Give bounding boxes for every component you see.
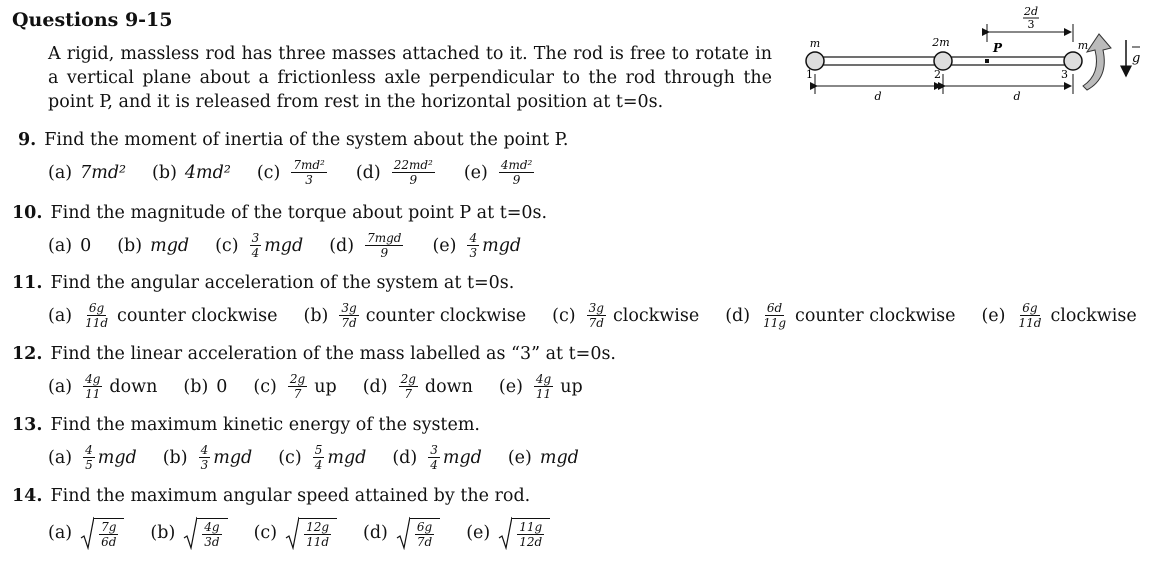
answer-options bbox=[48, 159, 563, 186]
option-value: 4md² bbox=[184, 162, 231, 183]
fraction-denominator: 7d bbox=[341, 316, 357, 330]
option-direction: clockwise bbox=[612, 305, 700, 326]
option-label: (a) bbox=[48, 376, 73, 397]
answer-option[interactable] bbox=[466, 516, 550, 550]
question-text: Find the moment of inertia of the system about the point P. bbox=[44, 130, 569, 150]
fraction-numerator: 3 bbox=[430, 443, 438, 457]
option-fraction bbox=[534, 373, 553, 400]
option-label: (e) bbox=[498, 376, 523, 397]
pivot-label: P bbox=[993, 41, 1003, 55]
option-label: (b) bbox=[150, 523, 176, 543]
option-label: (e) bbox=[466, 523, 491, 543]
answer-option[interactable] bbox=[48, 236, 91, 256]
question-line bbox=[12, 415, 480, 435]
option-value: mgd bbox=[539, 447, 579, 468]
fraction-denominator: 3 bbox=[305, 173, 313, 187]
option-label: (d) bbox=[355, 162, 381, 183]
top-dim-denominator: 3 bbox=[1027, 18, 1035, 31]
option-label: (a) bbox=[48, 162, 73, 183]
fraction-numerator: 7md² bbox=[293, 158, 325, 172]
answer-option[interactable] bbox=[363, 373, 473, 400]
option-value: mgd bbox=[213, 447, 253, 468]
sqrt-radicand bbox=[197, 518, 227, 548]
answer-option[interactable] bbox=[48, 373, 157, 400]
option-label: (d) bbox=[362, 376, 388, 397]
fraction-denominator: 11 bbox=[535, 387, 552, 401]
answer-option[interactable] bbox=[392, 444, 482, 471]
sqrt-sign-icon bbox=[396, 516, 410, 550]
fraction-numerator: 4g bbox=[85, 372, 101, 386]
option-label: (b) bbox=[152, 162, 177, 183]
fraction-numerator: 2g bbox=[289, 372, 306, 386]
option-sqrt bbox=[498, 516, 550, 550]
answer-option[interactable] bbox=[117, 236, 189, 256]
fraction-denominator: 7d bbox=[588, 316, 604, 330]
option-fraction bbox=[428, 444, 440, 471]
option-fraction bbox=[288, 373, 307, 400]
fraction-denominator: 11d bbox=[1018, 316, 1042, 330]
option-direction: up bbox=[314, 376, 337, 397]
option-label: (d) bbox=[392, 447, 418, 468]
option-label: (e) bbox=[463, 162, 488, 183]
answer-option[interactable] bbox=[48, 516, 124, 550]
fraction-numerator: 4md² bbox=[500, 158, 533, 172]
fraction-numerator: 5 bbox=[314, 443, 323, 457]
option-fraction bbox=[365, 232, 403, 259]
option-value: 7md² bbox=[80, 162, 127, 183]
option-label: (a) bbox=[48, 235, 73, 256]
fraction-numerator: 6d bbox=[766, 301, 783, 315]
fraction-numerator: 7mgd bbox=[367, 231, 402, 245]
answer-options bbox=[48, 232, 547, 259]
answer-option[interactable] bbox=[257, 159, 330, 186]
question-text: Find the linear acceleration of the mass labelled as “3” at t=0s. bbox=[50, 344, 616, 364]
fraction-numerator: 4g bbox=[204, 520, 220, 534]
sqrt-fraction bbox=[202, 521, 221, 548]
option-label: (c) bbox=[278, 447, 302, 468]
fraction-denominator: 3 bbox=[469, 246, 478, 260]
option-fraction bbox=[499, 159, 535, 186]
fraction-denominator: 6d bbox=[101, 535, 117, 549]
option-fraction bbox=[399, 373, 418, 400]
question-number: 13. bbox=[12, 415, 43, 435]
option-fraction bbox=[339, 302, 358, 329]
answer-option[interactable] bbox=[329, 232, 406, 259]
fraction-numerator: 3g bbox=[588, 301, 604, 315]
answer-options bbox=[48, 516, 576, 550]
option-label: (d) bbox=[363, 523, 388, 543]
fraction-denominator: 3 bbox=[200, 458, 209, 472]
fraction-denominator: 7d bbox=[416, 535, 433, 549]
dim-2-label: d bbox=[1013, 90, 1021, 103]
sqrt-sign-icon bbox=[498, 516, 512, 550]
question-text: Find the maximum angular speed attained by the rod. bbox=[50, 486, 531, 506]
dim-1-label: d bbox=[874, 90, 882, 103]
question-number: 11. bbox=[12, 273, 43, 293]
answer-option[interactable] bbox=[254, 516, 337, 550]
answer-option[interactable] bbox=[508, 448, 579, 468]
sqrt-radicand bbox=[94, 518, 124, 548]
mass-1-index: 1 bbox=[806, 68, 813, 81]
fraction-numerator: 3 bbox=[251, 231, 260, 245]
answer-option[interactable] bbox=[183, 377, 227, 397]
question-number: 12. bbox=[12, 344, 43, 364]
section-title: Questions 9-15 bbox=[12, 9, 173, 31]
sqrt-sign-icon bbox=[80, 516, 94, 550]
sqrt-fraction bbox=[517, 521, 544, 548]
option-label: (b) bbox=[162, 447, 188, 468]
option-label: (c) bbox=[256, 162, 281, 183]
option-value: mgd bbox=[97, 447, 137, 468]
option-label: (a) bbox=[48, 523, 73, 543]
fraction-numerator: 12g bbox=[306, 520, 330, 534]
option-sqrt bbox=[396, 516, 440, 550]
option-label: (b) bbox=[117, 235, 143, 256]
option-direction: counter clockwise bbox=[117, 305, 278, 326]
fraction-numerator: 4 bbox=[469, 231, 478, 245]
question-line bbox=[18, 130, 568, 150]
option-value: 0 bbox=[80, 235, 92, 256]
option-direction: counter clockwise bbox=[365, 305, 527, 326]
fraction-numerator: 4 bbox=[85, 443, 93, 457]
answer-option[interactable] bbox=[304, 302, 527, 329]
fraction-numerator: 11g bbox=[519, 520, 543, 534]
option-fraction bbox=[83, 444, 95, 471]
option-label: (d) bbox=[329, 235, 355, 256]
answer-option[interactable] bbox=[48, 302, 278, 329]
answer-option[interactable] bbox=[981, 302, 1136, 329]
fraction-denominator: 11d bbox=[306, 535, 330, 549]
rod-diagram bbox=[795, 2, 1145, 107]
sqrt-fraction bbox=[304, 521, 331, 548]
option-label: (b) bbox=[303, 305, 329, 326]
fraction-denominator: 11d bbox=[85, 316, 109, 330]
option-label: (b) bbox=[183, 376, 209, 397]
option-direction: counter clockwise bbox=[795, 305, 956, 326]
option-value: mgd bbox=[442, 447, 482, 468]
sqrt-fraction bbox=[99, 521, 118, 548]
fraction-denominator: 4 bbox=[430, 458, 438, 472]
option-value: mgd bbox=[150, 235, 190, 256]
sqrt-radicand bbox=[410, 518, 440, 548]
fraction-denominator: 11 bbox=[85, 387, 101, 401]
answer-option[interactable] bbox=[253, 373, 336, 400]
option-value: 0 bbox=[216, 376, 228, 397]
fraction-denominator: 3d bbox=[204, 535, 220, 549]
answer-option[interactable] bbox=[278, 444, 366, 471]
option-sqrt bbox=[80, 516, 124, 550]
answer-options bbox=[48, 373, 609, 400]
answer-option[interactable] bbox=[163, 444, 253, 471]
option-fraction bbox=[467, 232, 479, 259]
option-sqrt bbox=[285, 516, 337, 550]
option-label: (a) bbox=[48, 447, 73, 468]
question-line bbox=[12, 273, 514, 293]
fraction-denominator: 5 bbox=[85, 458, 93, 472]
question-line bbox=[12, 486, 530, 506]
question-line bbox=[12, 344, 616, 364]
fraction-numerator: 22md² bbox=[393, 158, 433, 172]
option-direction: down bbox=[109, 376, 158, 397]
problem-intro: A rigid, massless rod has three masses attached to it. The rod is free to rotate in a vertical plane about a frictionless axle perpendicular to the rod through the point P, and it is released from rest in the horizontal position at t=0s. bbox=[48, 44, 772, 112]
mass-2-index: 2 bbox=[934, 68, 941, 81]
answer-option[interactable] bbox=[432, 232, 521, 259]
option-fraction bbox=[392, 159, 435, 186]
option-label: (e) bbox=[507, 447, 532, 468]
answer-option[interactable] bbox=[363, 516, 440, 550]
option-label: (e) bbox=[981, 305, 1006, 326]
sqrt-sign-icon bbox=[285, 516, 299, 550]
option-fraction bbox=[291, 159, 327, 186]
option-label: (c) bbox=[253, 376, 277, 397]
fraction-denominator: 9 bbox=[512, 173, 521, 187]
question-text: Find the angular acceleration of the system at t=0s. bbox=[50, 273, 515, 293]
question-number: 9. bbox=[18, 130, 37, 150]
fraction-denominator: 12d bbox=[519, 535, 543, 549]
question-number: 10. bbox=[12, 203, 43, 223]
option-label: (d) bbox=[725, 305, 751, 326]
answer-option[interactable] bbox=[215, 232, 303, 259]
fraction-denominator: 4 bbox=[251, 246, 260, 260]
option-direction: clockwise bbox=[1050, 305, 1137, 326]
answer-option[interactable] bbox=[48, 444, 137, 471]
option-label: (c) bbox=[552, 305, 576, 326]
answer-option[interactable] bbox=[725, 302, 955, 329]
fraction-numerator: 7g bbox=[101, 520, 117, 534]
option-fraction bbox=[761, 302, 788, 329]
option-sqrt bbox=[183, 516, 227, 550]
option-label: (e) bbox=[432, 235, 457, 256]
sqrt-radicand bbox=[512, 518, 550, 548]
pivot-point bbox=[985, 59, 989, 63]
question-number: 14. bbox=[12, 486, 43, 506]
option-fraction bbox=[587, 302, 606, 329]
option-direction: up bbox=[560, 376, 583, 397]
fraction-numerator: 2g bbox=[400, 372, 416, 386]
option-fraction bbox=[313, 444, 325, 471]
fraction-denominator: 11g bbox=[763, 316, 787, 330]
option-value: mgd bbox=[327, 447, 367, 468]
answer-option[interactable] bbox=[48, 163, 126, 183]
question-text: Find the maximum kinetic energy of the system. bbox=[50, 415, 480, 435]
option-label: (c) bbox=[253, 523, 278, 543]
option-fraction bbox=[1016, 302, 1043, 329]
fraction-numerator: 3g bbox=[341, 301, 357, 315]
sqrt-radicand bbox=[299, 518, 337, 548]
answer-option[interactable] bbox=[356, 159, 438, 186]
option-label: (c) bbox=[215, 235, 239, 256]
fraction-denominator: 4 bbox=[314, 458, 323, 472]
mass-2-label: 2m bbox=[932, 36, 950, 49]
answer-option[interactable] bbox=[499, 373, 583, 400]
option-fraction bbox=[83, 302, 110, 329]
sqrt-sign-icon bbox=[183, 516, 197, 550]
fraction-denominator: 7 bbox=[404, 387, 413, 401]
option-direction: down bbox=[424, 376, 473, 397]
fraction-numerator: 4 bbox=[200, 443, 209, 457]
mass-1-label: m bbox=[809, 37, 821, 50]
bottom-dimensions bbox=[815, 74, 1073, 103]
answer-options bbox=[48, 444, 605, 471]
fraction-denominator: 9 bbox=[409, 173, 418, 187]
answer-option[interactable] bbox=[552, 302, 699, 329]
mass-3-index: 3 bbox=[1061, 68, 1068, 81]
answer-option[interactable] bbox=[464, 159, 538, 186]
top-dim-numerator: 2d bbox=[1023, 5, 1039, 18]
question-line bbox=[12, 203, 547, 223]
fraction-denominator: 7 bbox=[293, 387, 302, 401]
top-dimension bbox=[987, 5, 1073, 42]
option-value: mgd bbox=[264, 235, 304, 256]
answer-option[interactable] bbox=[150, 516, 227, 550]
mass-3-label: m bbox=[1077, 39, 1089, 52]
answer-options bbox=[48, 302, 1150, 329]
question-text: Find the magnitude of the torque about point P at t=0s. bbox=[50, 203, 548, 223]
option-fraction bbox=[83, 373, 102, 400]
option-value: mgd bbox=[482, 235, 522, 256]
sqrt-fraction bbox=[415, 521, 434, 548]
option-label: (a) bbox=[48, 305, 73, 326]
fraction-numerator: 6g bbox=[1022, 301, 1038, 315]
answer-option[interactable] bbox=[152, 163, 231, 183]
fraction-denominator: 9 bbox=[380, 246, 389, 260]
gravity-label: g bbox=[1132, 51, 1141, 66]
option-fraction bbox=[199, 444, 211, 471]
fraction-numerator: 6g bbox=[416, 520, 433, 534]
option-fraction bbox=[250, 232, 262, 259]
fraction-numerator: 4g bbox=[535, 372, 552, 386]
fraction-numerator: 6g bbox=[88, 301, 105, 315]
